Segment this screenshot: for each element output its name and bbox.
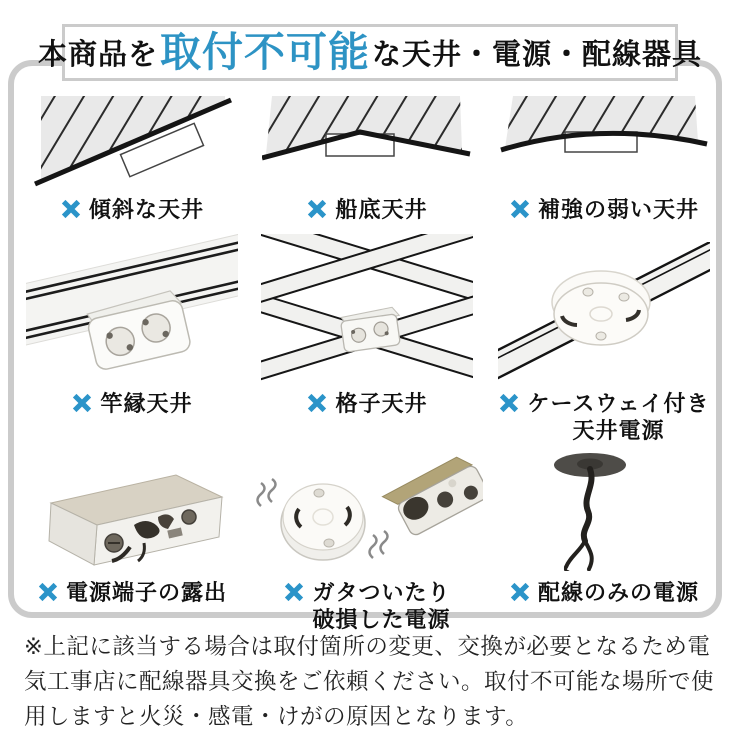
title-highlight: 取付不可能 <box>160 29 370 75</box>
wiring-only-outlet-illustration <box>498 455 710 571</box>
x-mark-icon <box>306 198 328 220</box>
x-mark-icon <box>306 392 328 414</box>
x-mark-icon <box>283 581 305 603</box>
lattice-ceiling-illustration <box>261 232 473 382</box>
caseway-ceiling-outlet-illustration <box>498 232 710 382</box>
item-caption <box>498 390 709 445</box>
item-label-line2: 天井電源 <box>572 418 665 443</box>
item-caption <box>306 390 427 418</box>
item-caption <box>37 579 227 607</box>
item-label: 格子天井 <box>335 390 428 416</box>
item-label: 船底天井 <box>335 197 428 222</box>
item-caption <box>71 390 192 418</box>
weak-reinforced-ceiling-illustration <box>499 88 709 188</box>
grid-item-sloped-ceiling <box>16 88 248 224</box>
x-mark-icon <box>498 392 520 414</box>
title-suffix: な天井・電源・配線器具 <box>372 39 703 71</box>
grid-item-exposed-terminal <box>16 445 248 634</box>
grid-item-boat-bottom-ceiling <box>248 88 486 224</box>
grid-item-rail-ceiling <box>16 224 248 445</box>
item-label: ガタついたり <box>312 579 451 605</box>
rail-edged-ceiling-illustration <box>26 232 238 382</box>
item-label: ケースウェイ付き <box>527 390 710 416</box>
x-mark-icon <box>60 198 82 220</box>
item-label: 傾斜な天井 <box>88 197 204 222</box>
x-mark-icon <box>37 581 59 603</box>
grid-item-wiring-only-outlet <box>486 445 722 634</box>
grid-item-caseway-outlet <box>486 224 722 445</box>
grid-item-weak-ceiling <box>486 88 722 224</box>
boat-bottom-ceiling-illustration <box>262 88 472 188</box>
not-installable-grid <box>16 88 722 634</box>
item-label: 電源端子の露出 <box>65 579 227 605</box>
loose-damaged-outlet-illustration <box>251 455 483 571</box>
x-mark-icon <box>509 581 531 603</box>
sloped-ceiling-illustration <box>27 88 237 188</box>
item-caption <box>509 579 699 607</box>
item-caption <box>60 196 204 224</box>
item-label: 竿縁天井 <box>100 390 193 416</box>
exposed-power-terminal-illustration <box>26 455 238 571</box>
item-caption <box>283 579 450 634</box>
x-mark-icon <box>71 392 93 414</box>
item-caption <box>509 196 699 224</box>
caution-note: ※上記に該当する場合は取付箇所の変更、交換が必要となるため電気工事店に配線器具交換をご依頼ください。取付不可能な場所で使用しますと火災・感電・けがの原因となります。 <box>24 634 715 729</box>
page-title <box>37 24 703 81</box>
x-mark-icon <box>509 198 531 220</box>
grid-item-loose-damaged-outlet <box>248 445 486 634</box>
item-label-line2: 破損した電源 <box>312 607 451 632</box>
item-label: 配線のみの電源 <box>537 579 699 605</box>
item-caption <box>306 196 427 224</box>
item-label: 補強の弱い天井 <box>537 197 699 222</box>
grid-item-lattice-ceiling <box>248 224 486 445</box>
title-prefix: 本商品を <box>37 39 158 71</box>
